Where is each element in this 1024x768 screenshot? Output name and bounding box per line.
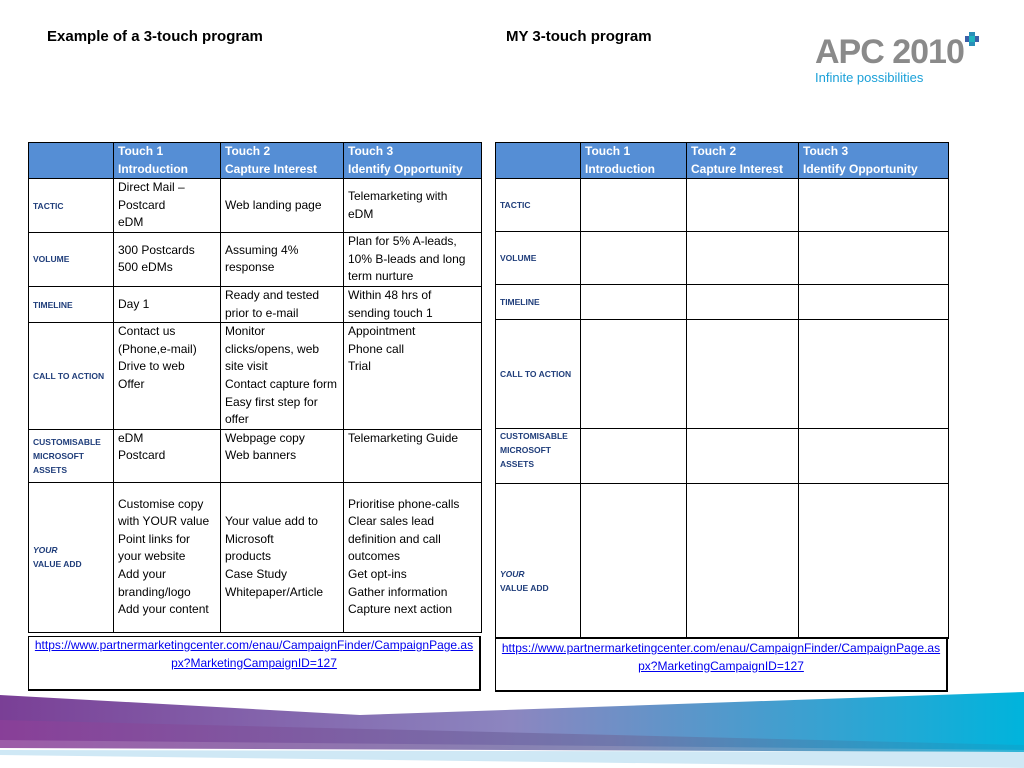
empty-cell[interactable] — [799, 232, 949, 285]
row-label: CUSTOMISABLE MICROSOFT ASSETS — [29, 429, 114, 482]
table-row — [29, 429, 482, 482]
table-row — [496, 429, 949, 484]
empty-cell[interactable] — [687, 320, 799, 429]
table-row — [496, 320, 949, 429]
empty-cell[interactable] — [581, 285, 687, 320]
left-title: Example of a 3-touch program — [47, 28, 263, 45]
table-row — [29, 232, 482, 286]
cell: Webpage copy Web banners — [221, 429, 344, 482]
cell: Telemarketing with eDM — [344, 179, 482, 233]
empty-cell[interactable] — [581, 179, 687, 232]
row-label: CUSTOMISABLE MICROSOFT ASSETS — [496, 429, 581, 484]
empty-cell[interactable] — [581, 232, 687, 285]
cell: Assuming 4% response — [221, 232, 344, 286]
row-label: TIMELINE — [29, 286, 114, 322]
cell: Customise copy with YOUR value Point links for your website Add your branding/logo Add your content — [114, 482, 221, 632]
row-label: VOLUME — [29, 232, 114, 286]
cell: Monitor clicks/opens, web site visit Contact capture form Easy first step for offer — [221, 323, 344, 430]
empty-cell[interactable] — [581, 484, 687, 639]
empty-cell[interactable] — [581, 320, 687, 429]
header-touch1: Touch 1 Introduction — [581, 143, 687, 179]
cell: Plan for 5% A-leads, 10% B-leads and long term nurture — [344, 232, 482, 286]
my-url-box — [495, 637, 948, 692]
cell: Appointment Phone call Trial — [344, 323, 482, 430]
empty-cell[interactable] — [799, 285, 949, 320]
cell: Day 1 — [114, 286, 221, 322]
cell: Contact us (Phone,e-mail) Drive to web Offer — [114, 323, 221, 430]
header-touch2: Touch 2 Capture Interest — [687, 143, 799, 179]
empty-cell[interactable] — [687, 429, 799, 484]
table-row — [496, 179, 949, 232]
header-touch1: Touch 1 Introduction — [114, 143, 221, 179]
row-label: VOLUME — [496, 232, 581, 285]
empty-cell[interactable] — [799, 429, 949, 484]
empty-cell[interactable] — [687, 285, 799, 320]
table-row — [496, 484, 949, 639]
table-row — [496, 232, 949, 285]
cell: Within 48 hrs of sending touch 1 — [344, 286, 482, 322]
decorative-wave-band — [0, 690, 1024, 768]
table-row — [29, 323, 482, 430]
right-title: MY 3-touch program — [506, 28, 652, 45]
apc-logo — [815, 34, 964, 85]
table-row — [29, 286, 482, 322]
logo-tagline: Infinite possibilities — [815, 70, 924, 85]
cell: Direct Mail – Postcard eDM — [114, 179, 221, 233]
row-label: CALL TO ACTION — [496, 320, 581, 429]
empty-cell[interactable] — [799, 320, 949, 429]
header-row — [496, 143, 949, 179]
campaign-link[interactable]: https://www.partnermarketingcenter.com/enau/CampaignFinder/CampaignPage.as px?MarketingCampaignID=127 — [501, 641, 941, 673]
row-label: YOUR VALUE ADD — [496, 484, 581, 639]
cell: Ready and tested prior to e-mail — [221, 286, 344, 322]
empty-cell[interactable] — [799, 484, 949, 639]
logo-plus-icon — [965, 32, 979, 46]
table-row — [496, 285, 949, 320]
header-touch2: Touch 2 Capture Interest — [221, 143, 344, 179]
empty-cell[interactable] — [687, 232, 799, 285]
empty-cell[interactable] — [799, 179, 949, 232]
cell: Telemarketing Guide — [344, 429, 482, 482]
empty-cell[interactable] — [687, 484, 799, 639]
row-label: TACTIC — [29, 179, 114, 233]
empty-cell[interactable] — [581, 429, 687, 484]
logo-name: APC 2010 — [815, 33, 964, 71]
cell: 300 Postcards 500 eDMs — [114, 232, 221, 286]
cell: eDM Postcard — [114, 429, 221, 482]
row-label: CALL TO ACTION — [29, 323, 114, 430]
header-row — [29, 143, 482, 179]
header-touch3: Touch 3 Identify Opportunity — [344, 143, 482, 179]
example-url-box — [28, 636, 481, 691]
cell: Web landing page — [221, 179, 344, 233]
campaign-link[interactable]: https://www.partnermarketingcenter.com/enau/CampaignFinder/CampaignPage.as px?MarketingCampaignID=127 — [34, 638, 474, 670]
row-label: YOUR VALUE ADD — [29, 482, 114, 632]
row-label: TACTIC — [496, 179, 581, 232]
table-row — [29, 482, 482, 632]
my-program-table — [495, 142, 949, 639]
cell: Your value add to Microsoft products Case Study Whitepaper/Article — [221, 482, 344, 632]
example-table — [28, 142, 482, 633]
table-row — [29, 179, 482, 233]
header-touch3: Touch 3 Identify Opportunity — [799, 143, 949, 179]
empty-cell[interactable] — [687, 179, 799, 232]
row-label: TIMELINE — [496, 285, 581, 320]
cell: Prioritise phone-calls Clear sales lead definition and call outcomes Get opt-ins Gather information Capture next action — [344, 482, 482, 632]
